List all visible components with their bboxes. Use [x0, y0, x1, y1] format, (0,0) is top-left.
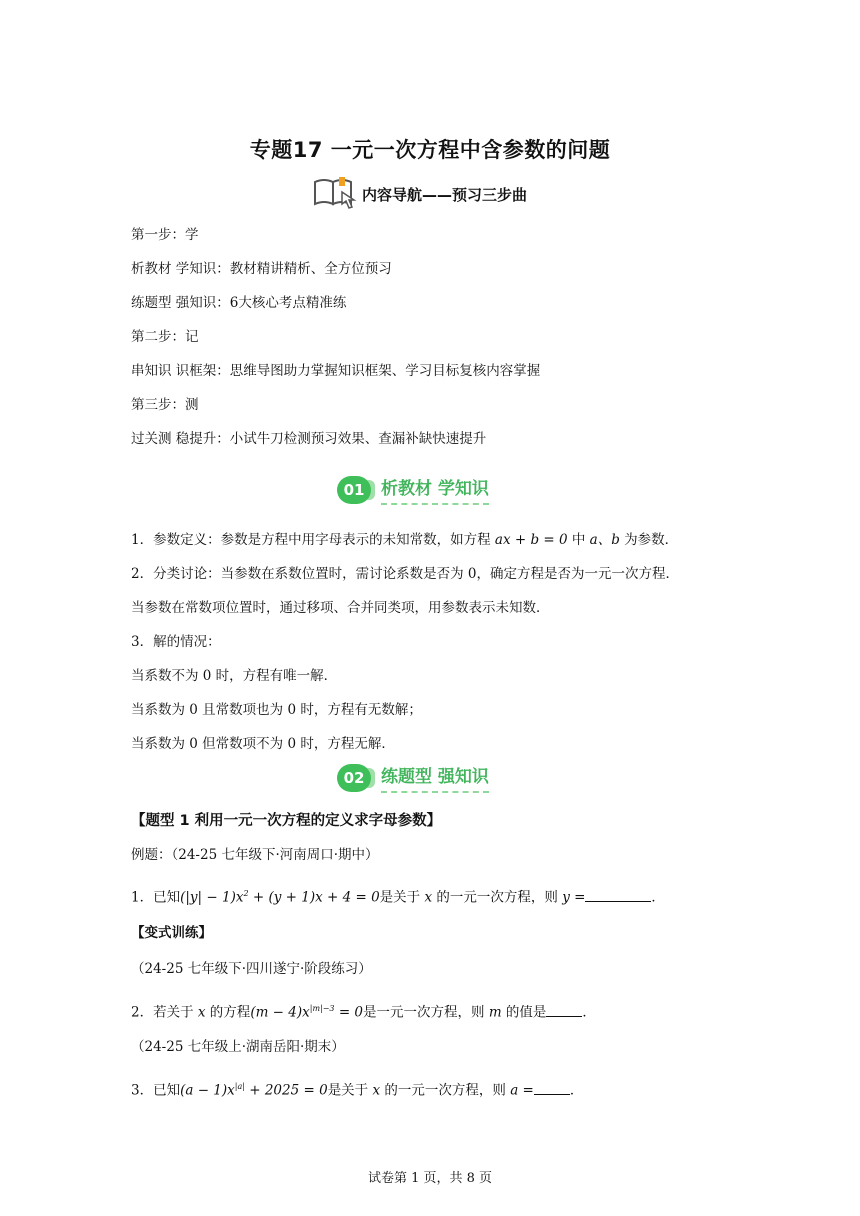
step-3: 第三步：测: [131, 397, 199, 413]
knowledge-3-b: 当系数为 0 且常数项也为 0 时，方程有无数解；: [131, 702, 422, 718]
question-1: 1．已知$(|y| - 1)x^2 + (y + 1)x + 4 = 0$是关于 x 的一元一次方程，则 y = ．: [131, 885, 665, 907]
section-banner-1: [337, 474, 489, 505]
knowledge-3-a: 当系数不为 0 时，方程有唯一解．: [131, 668, 338, 684]
variant-heading: 【变式训练】: [131, 925, 212, 941]
example-source: 例题：（24-25 七年级下·河南周口·期中）: [131, 847, 379, 863]
step-2: 第二步：记: [131, 329, 199, 345]
step-3-detail: 过关测 稳提升：小试牛刀检测预习效果、查漏补缺快速提升: [131, 431, 487, 447]
question-3: 3．已知$(a - 1)x^{|a|} + 2025 = 0$是关于 x 的一元一次方程，则 a = ．: [131, 1078, 583, 1100]
step-1: 第一步：学: [131, 227, 199, 243]
section-title: 练题型 强知识: [381, 762, 489, 793]
section-banner-2: [337, 762, 489, 793]
book-pointer-icon: [312, 174, 358, 214]
knowledge-3-c: 当系数为 0 但常数项不为 0 时，方程无解．: [131, 736, 395, 752]
content-nav-label: 内容导航——预习三步曲: [362, 185, 528, 204]
source-3: （24-25 七年级上·湖南岳阳·期末）: [131, 1039, 345, 1055]
topic-heading: 【题型 1 利用一元一次方程的定义求字母参数】: [131, 813, 442, 829]
answer-blank[interactable]: [546, 1002, 582, 1017]
step-1-detail: 析教材 学知识：教材精讲精析、全方位预习: [131, 261, 392, 277]
knowledge-3: 3．解的情况：: [131, 634, 221, 650]
step-1-practice: 练题型 强知识：6大核心考点精准练: [131, 295, 347, 311]
knowledge-2: 2．分类讨论：当参数在系数位置时，需讨论系数是否为 0，确定方程是否为一元一次方程．: [131, 566, 679, 582]
answer-blank[interactable]: [585, 887, 651, 902]
knowledge-2-cont: 当参数在常数项位置时，通过移项、合并同类项，用参数表示未知数．: [131, 600, 550, 616]
step-2-detail: 串知识 识框架：思维导图助力掌握知识框架、学习目标复核内容掌握: [131, 363, 541, 379]
page-footer: 试卷第 1 页，共 8 页: [367, 1171, 493, 1186]
content-nav: [312, 174, 527, 214]
page-title: 专题17 一元一次方程中含参数的问题: [249, 138, 611, 162]
answer-blank[interactable]: [534, 1080, 570, 1095]
question-2: 2．若关于 x 的方程$(m - 4)x^{|m|-3} = 0$是一元一次方程，则 m 的值是 ．: [131, 1000, 596, 1022]
section-badge: 01: [337, 476, 371, 504]
section-title: 析教材 学知识: [381, 474, 489, 505]
source-2: （24-25 七年级下·四川遂宁·阶段练习）: [131, 961, 372, 977]
knowledge-1: 1．参数定义：参数是方程中用字母表示的未知常数，如方程 ax + b = 0 中 a、b 为参数．: [131, 532, 679, 548]
section-badge: 02: [337, 764, 371, 792]
